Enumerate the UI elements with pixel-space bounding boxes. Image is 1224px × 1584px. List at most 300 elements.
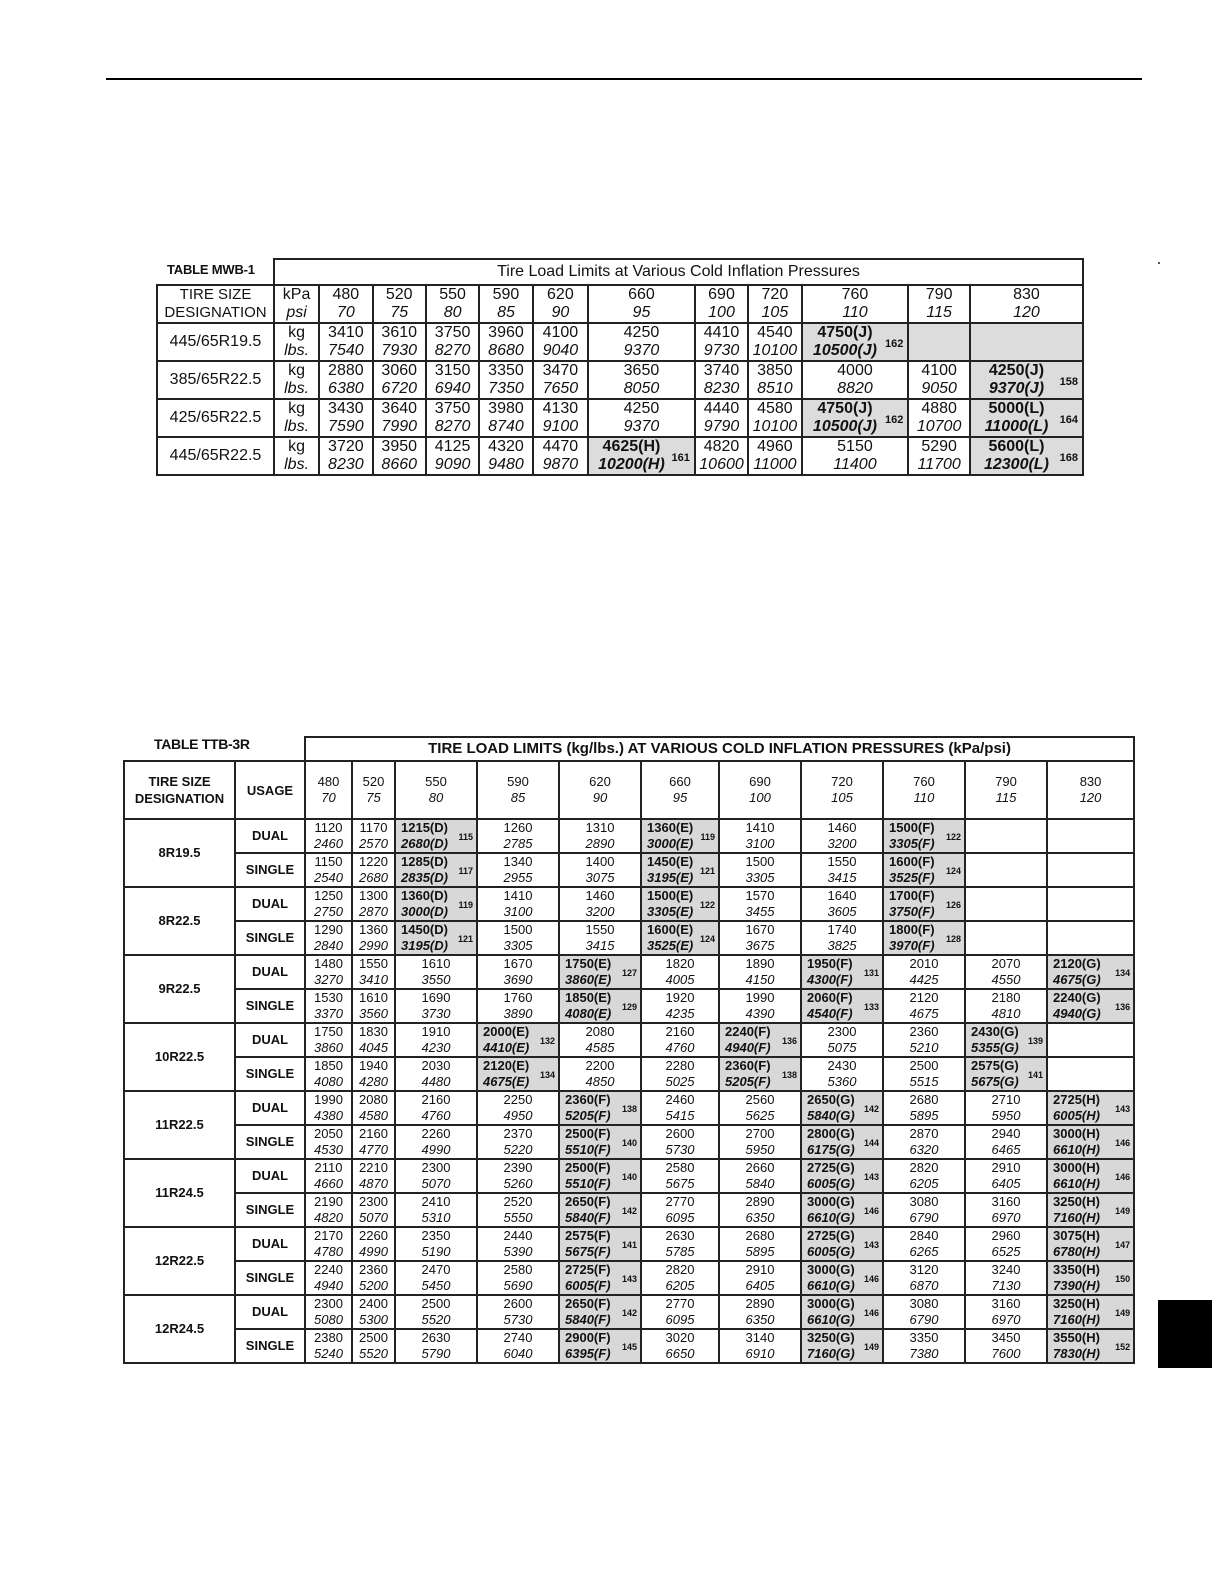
usage-cell: SINGLE [235, 921, 305, 955]
load-lbs: 10600 [699, 456, 744, 473]
load-cell [305, 1193, 352, 1227]
load-kg: 2070 [991, 956, 1021, 971]
load-lbs: 3970(F) [889, 938, 935, 953]
load-index: 117 [458, 866, 473, 876]
pressure-kpa: 790 [995, 774, 1017, 789]
load-kg: 1910 [421, 1024, 451, 1039]
load-lbs: 9090 [434, 456, 471, 473]
max-load-cell [719, 1023, 801, 1057]
pressure-psi: 100 [749, 790, 771, 805]
load-cell [352, 819, 395, 853]
load-lbs: 4780 [314, 1244, 343, 1259]
load-kg: 1460 [827, 820, 857, 835]
load-kg: 2600 [665, 1126, 695, 1141]
load-cell [477, 921, 559, 955]
load-cell [479, 399, 532, 437]
load-index: 149 [1115, 1308, 1131, 1318]
load-cell [1047, 853, 1134, 887]
load-lbs: 3410 [359, 972, 388, 987]
load-kg: 2840 [909, 1228, 939, 1243]
load-cell [719, 1329, 801, 1363]
load-lbs: 9100 [542, 418, 579, 435]
pressure-header [588, 285, 695, 323]
load-lbs: 5360 [827, 1074, 857, 1089]
load-lbs: 6910 [745, 1346, 775, 1361]
load-lbs: 6040 [503, 1346, 533, 1361]
load-kg: 1250 [314, 888, 343, 903]
pressure-psi: 70 [336, 304, 355, 321]
max-load-cell [559, 955, 641, 989]
load-kg: 3740 [703, 362, 740, 379]
load-cell [352, 1329, 395, 1363]
load-kg: 4750(J) [817, 324, 873, 341]
load-cell [801, 853, 883, 887]
load-cell [965, 989, 1047, 1023]
load-kg: 2580 [665, 1160, 695, 1175]
load-lbs: 6095 [665, 1312, 695, 1327]
pressure-header [533, 285, 588, 323]
load-lbs: 8740 [488, 418, 524, 435]
load-cell [479, 323, 532, 361]
load-cell [352, 989, 395, 1023]
load-lbs: 4080 [314, 1074, 343, 1089]
load-kg: 2940 [991, 1126, 1021, 1141]
load-lbs: 5840 [745, 1176, 775, 1191]
load-kg: 2180 [991, 990, 1021, 1005]
load-cell [395, 955, 477, 989]
max-load-cell [883, 887, 965, 921]
load-kg: 4470 [542, 438, 579, 455]
load-cell [719, 1295, 801, 1329]
load-kg: 4250 [623, 400, 660, 417]
load-unit-cell [274, 323, 319, 361]
load-cell [305, 1057, 352, 1091]
load-kg: 1300 [359, 888, 388, 903]
table-row [124, 1295, 1134, 1329]
load-kg: 2300 [314, 1296, 343, 1311]
load-kg: 2190 [314, 1194, 343, 1209]
max-load-cell [802, 399, 909, 437]
load-unit-cell [274, 437, 319, 475]
max-load-cell [477, 1023, 559, 1057]
load-cell [477, 1329, 559, 1363]
load-lbs: 3270 [314, 972, 343, 987]
load-lbs: 5070 [421, 1176, 451, 1191]
load-lbs: 5355(G) [971, 1040, 1019, 1055]
load-kg: 2430 [827, 1058, 857, 1073]
load-lbs: 3200 [827, 836, 857, 851]
load-index: 150 [1115, 1274, 1131, 1284]
load-kg: 2725(F) [565, 1262, 611, 1277]
load-kg: 1640 [827, 888, 857, 903]
max-load-cell [1047, 1329, 1134, 1363]
load-kg: 2650(G) [807, 1092, 855, 1107]
load-lbs: 6205 [665, 1278, 695, 1293]
load-cell [719, 819, 801, 853]
load-kg: 2110 [314, 1160, 343, 1175]
max-load-cell [1047, 1227, 1134, 1261]
table-row [124, 1261, 1134, 1295]
load-cell [395, 989, 477, 1023]
pressure-psi: 85 [497, 304, 515, 321]
load-cell [1047, 1023, 1134, 1057]
load-lbs: 3305(E) [647, 904, 694, 919]
load-kg: 3980 [488, 400, 524, 417]
load-lbs: 5950 [745, 1142, 775, 1157]
pressure-kpa: 520 [385, 286, 413, 303]
load-lbs: 8680 [488, 342, 524, 359]
load-kg: 3140 [745, 1330, 775, 1345]
load-index: 143 [621, 1274, 637, 1284]
pressure-psi: 105 [831, 790, 853, 805]
load-lbs: 4585 [585, 1040, 615, 1055]
load-kg: 2000(E) [483, 1024, 530, 1039]
usage-cell: SINGLE [235, 1261, 305, 1295]
pressure-psi: 120 [1079, 790, 1102, 805]
load-kg: 1740 [827, 922, 857, 937]
usage-cell: SINGLE [235, 1193, 305, 1227]
load-lbs: 7160(H) [1053, 1312, 1100, 1327]
load-kg: 2120(E) [483, 1058, 530, 1073]
load-cell [965, 1193, 1047, 1227]
load-cell [965, 1329, 1047, 1363]
load-cell [319, 323, 372, 361]
load-index: 140 [621, 1172, 637, 1182]
load-kg: 1600(E) [647, 922, 694, 937]
load-lbs: 5730 [503, 1312, 533, 1327]
lbs-unit-label: lbs. [284, 418, 310, 435]
load-lbs: 2870 [359, 904, 388, 919]
load-kg: 1500(F) [889, 820, 935, 835]
load-kg: 1990 [314, 1092, 343, 1107]
tire-size-cell: 11R24.5 [124, 1159, 235, 1227]
load-cell [373, 437, 426, 475]
usage-cell: DUAL [235, 1295, 305, 1329]
load-cell [352, 853, 395, 887]
load-kg: 2440 [503, 1228, 533, 1243]
load-lbs: 6525 [991, 1244, 1021, 1259]
max-load-cell [801, 1295, 883, 1329]
load-cell [908, 399, 970, 437]
max-load-cell [559, 1295, 641, 1329]
load-cell [883, 1227, 965, 1261]
load-lbs: 4675(E) [483, 1074, 530, 1089]
load-lbs: 5840(F) [565, 1210, 611, 1225]
load-cell [641, 989, 719, 1023]
load-lbs: 5520 [421, 1312, 451, 1327]
load-cell [305, 887, 352, 921]
load-lbs: 4810 [991, 1006, 1021, 1021]
load-kg: 2900(F) [565, 1330, 611, 1345]
load-cell [588, 361, 695, 399]
max-load-cell [588, 437, 695, 475]
load-lbs: 11400 [833, 456, 877, 473]
load-kg: 2500 [421, 1296, 451, 1311]
load-index: 149 [1115, 1206, 1131, 1216]
load-cell [477, 955, 559, 989]
load-index: 146 [1115, 1172, 1131, 1182]
load-lbs: 5210 [909, 1040, 939, 1055]
load-kg: 4100 [921, 362, 957, 379]
load-lbs: 7930 [381, 342, 418, 359]
load-lbs: 5310 [421, 1210, 451, 1225]
load-kg: 1800(F) [889, 922, 935, 937]
load-index: 139 [1027, 1036, 1043, 1046]
load-kg: 2350 [421, 1228, 451, 1243]
load-kg: 2500 [909, 1058, 939, 1073]
load-kg: 2300 [359, 1194, 388, 1209]
load-kg: 4130 [542, 400, 579, 417]
load-lbs: 4990 [421, 1142, 451, 1157]
table-row [157, 361, 1083, 399]
load-kg: 1610 [421, 956, 451, 971]
load-lbs: 6610(G) [807, 1278, 855, 1293]
pressure-kpa: 760 [841, 286, 869, 303]
load-index: 128 [945, 934, 961, 944]
load-cell [352, 1091, 395, 1125]
load-cell [641, 1295, 719, 1329]
load-kg: 3610 [381, 324, 418, 341]
load-kg: 2650(F) [565, 1194, 611, 1209]
pressure-psi: 110 [842, 304, 868, 321]
load-cell [477, 887, 559, 921]
load-kg: 3000(G) [807, 1296, 855, 1311]
load-lbs: 7540 [328, 342, 364, 359]
load-kg: 3080 [909, 1296, 939, 1311]
load-lbs: 5840(G) [807, 1108, 855, 1123]
load-cell [477, 1091, 559, 1125]
load-lbs: 11000 [753, 456, 797, 473]
load-kg: 4440 [703, 400, 740, 417]
load-lbs: 4580 [359, 1108, 388, 1123]
load-kg: 1310 [585, 820, 615, 835]
max-load-cell [801, 1193, 883, 1227]
kg-unit-label: kg [288, 324, 306, 341]
load-index: 132 [539, 1036, 555, 1046]
load-lbs: 3195(E) [647, 870, 694, 885]
pressure-psi: 95 [632, 304, 651, 321]
load-lbs: 5450 [421, 1278, 451, 1293]
load-cell [352, 1023, 395, 1057]
load-kg: 2660 [745, 1160, 775, 1175]
title-corner [157, 259, 274, 285]
load-lbs: 5895 [745, 1244, 775, 1259]
load-cell [395, 1091, 477, 1125]
load-kg: 3720 [328, 438, 364, 455]
load-cell [719, 1125, 801, 1159]
load-lbs: 7830(H) [1053, 1346, 1100, 1361]
load-cell [965, 1159, 1047, 1193]
load-kg: 3640 [381, 400, 418, 417]
load-lbs: 7650 [542, 380, 579, 397]
load-lbs: 5510(F) [565, 1142, 611, 1157]
load-cell [801, 1023, 883, 1057]
load-index: 162 [884, 414, 904, 426]
load-cell [719, 887, 801, 921]
load-lbs: 3370 [314, 1006, 343, 1021]
load-kg: 3240 [991, 1262, 1021, 1277]
tire-size-cell: 445/65R22.5 [157, 437, 274, 475]
load-kg: 3350 [488, 362, 524, 379]
load-cell [352, 1125, 395, 1159]
load-index: 140 [621, 1138, 637, 1148]
load-kg: 2360 [909, 1024, 939, 1039]
max-load-cell [970, 437, 1083, 475]
load-cell [352, 1193, 395, 1227]
load-cell [588, 323, 695, 361]
load-cell [641, 1091, 719, 1125]
table-row [124, 1193, 1134, 1227]
load-cell [965, 921, 1047, 955]
load-kg: 5150 [837, 438, 873, 455]
load-cell [373, 323, 426, 361]
pressure-kpa: 830 [1079, 774, 1102, 789]
load-lbs: 6650 [665, 1346, 695, 1361]
load-cell [801, 921, 883, 955]
load-cell [883, 1091, 965, 1125]
load-index: 121 [457, 934, 473, 944]
load-lbs: 11000(L) [984, 418, 1049, 435]
load-cell [305, 1091, 352, 1125]
load-cell [319, 399, 372, 437]
load-cell [477, 1295, 559, 1329]
load-kg: 2650(F) [565, 1296, 611, 1311]
load-cell [719, 1193, 801, 1227]
max-load-cell [641, 853, 719, 887]
load-cell [477, 1125, 559, 1159]
usage-cell: DUAL [235, 955, 305, 989]
load-lbs: 2890 [585, 836, 615, 851]
load-cell [352, 1159, 395, 1193]
load-kg: 3000(G) [807, 1194, 855, 1209]
load-cell [748, 399, 801, 437]
max-load-cell [801, 1125, 883, 1159]
usage-cell: DUAL [235, 1159, 305, 1193]
load-cell [695, 399, 748, 437]
load-kg: 4820 [703, 438, 740, 455]
load-lbs: 3075 [585, 870, 615, 885]
load-lbs: 2955 [503, 870, 533, 885]
load-kg: 2600 [503, 1296, 533, 1311]
table-row [124, 1023, 1134, 1057]
load-kg: 2060(F) [807, 990, 853, 1005]
load-kg: 1850 [314, 1058, 343, 1073]
max-load-cell [559, 1125, 641, 1159]
max-load-cell [395, 887, 477, 921]
load-lbs: 2680 [359, 870, 388, 885]
load-kg: 3550(H) [1053, 1330, 1100, 1345]
load-lbs: 3305 [745, 870, 775, 885]
load-cell [352, 887, 395, 921]
load-lbs: 6405 [991, 1176, 1021, 1191]
load-cell [352, 1227, 395, 1261]
load-lbs: 2540 [314, 870, 343, 885]
load-lbs: 2840 [314, 938, 343, 953]
load-kg: 2520 [503, 1194, 533, 1209]
load-cell [395, 1295, 477, 1329]
load-kg: 1360 [359, 922, 388, 937]
load-index: 143 [863, 1172, 879, 1182]
load-lbs: 4530 [314, 1142, 343, 1157]
tire-size-cell: 8R22.5 [124, 887, 235, 955]
load-index: 143 [1115, 1104, 1131, 1114]
tire-size-cell: 10R22.5 [124, 1023, 235, 1091]
load-lbs: 3860 [314, 1040, 343, 1055]
pressure-header [695, 285, 748, 323]
load-cell [477, 853, 559, 887]
pressure-header [883, 761, 965, 819]
load-kg: 3160 [991, 1296, 1021, 1311]
load-lbs: 3825 [827, 938, 857, 953]
load-kg: 1360(D) [401, 888, 448, 903]
load-cell [477, 819, 559, 853]
load-lbs: 5550 [503, 1210, 533, 1225]
load-lbs: 6350 [745, 1312, 775, 1327]
load-kg: 2240(F) [725, 1024, 771, 1039]
load-lbs: 8270 [434, 342, 471, 359]
pressure-header [641, 761, 719, 819]
pressure-kpa: 620 [589, 774, 611, 789]
load-lbs: 10100 [752, 342, 798, 359]
tire-size-cell: 9R22.5 [124, 955, 235, 1023]
load-kg: 4250(J) [988, 362, 1045, 379]
load-cell [395, 1125, 477, 1159]
load-lbs: 3675 [745, 938, 775, 953]
load-cell [695, 323, 748, 361]
pressure-psi: 95 [672, 790, 688, 805]
load-kg: 1550 [359, 956, 388, 971]
load-kg: 2390 [503, 1160, 533, 1175]
load-cell [559, 1057, 641, 1091]
load-lbs: 5070 [359, 1210, 388, 1225]
load-cell [559, 853, 641, 887]
load-kg: 3350(H) [1053, 1262, 1100, 1277]
load-lbs: 4850 [585, 1074, 615, 1089]
load-cell [965, 1125, 1047, 1159]
load-kg: 1340 [503, 854, 533, 869]
load-lbs: 3860(E) [565, 972, 612, 987]
load-kg: 2800(G) [807, 1126, 855, 1141]
load-kg: 1460 [585, 888, 615, 903]
load-kg: 2725(G) [807, 1160, 855, 1175]
load-cell [305, 1329, 352, 1363]
load-lbs: 6005(H) [1053, 1108, 1100, 1123]
load-kg: 1285(D) [401, 854, 448, 869]
load-kg: 2960 [991, 1228, 1021, 1243]
load-cell [908, 437, 970, 475]
load-lbs: 3690 [503, 972, 533, 987]
load-index: 138 [621, 1104, 637, 1114]
load-kg: 3750 [434, 400, 471, 417]
load-cell [395, 1261, 477, 1295]
table-row [124, 1125, 1134, 1159]
load-unit-cell [274, 399, 319, 437]
pressure-header [352, 761, 395, 819]
load-lbs: 10500(J) [812, 418, 877, 435]
max-load-cell [395, 819, 477, 853]
load-lbs: 5415 [665, 1108, 695, 1123]
load-index: 115 [458, 832, 473, 842]
load-kg: 2360(F) [725, 1058, 771, 1073]
load-kg: 2560 [745, 1092, 775, 1107]
load-cell [801, 1057, 883, 1091]
load-lbs: 3305(F) [889, 836, 935, 851]
load-kg: 1760 [503, 990, 533, 1005]
table-row [124, 853, 1134, 887]
mwb1-title: Tire Load Limits at Various Cold Inflation Pressures [274, 259, 1083, 285]
load-index: 149 [863, 1342, 879, 1352]
load-index: 146 [863, 1206, 879, 1216]
